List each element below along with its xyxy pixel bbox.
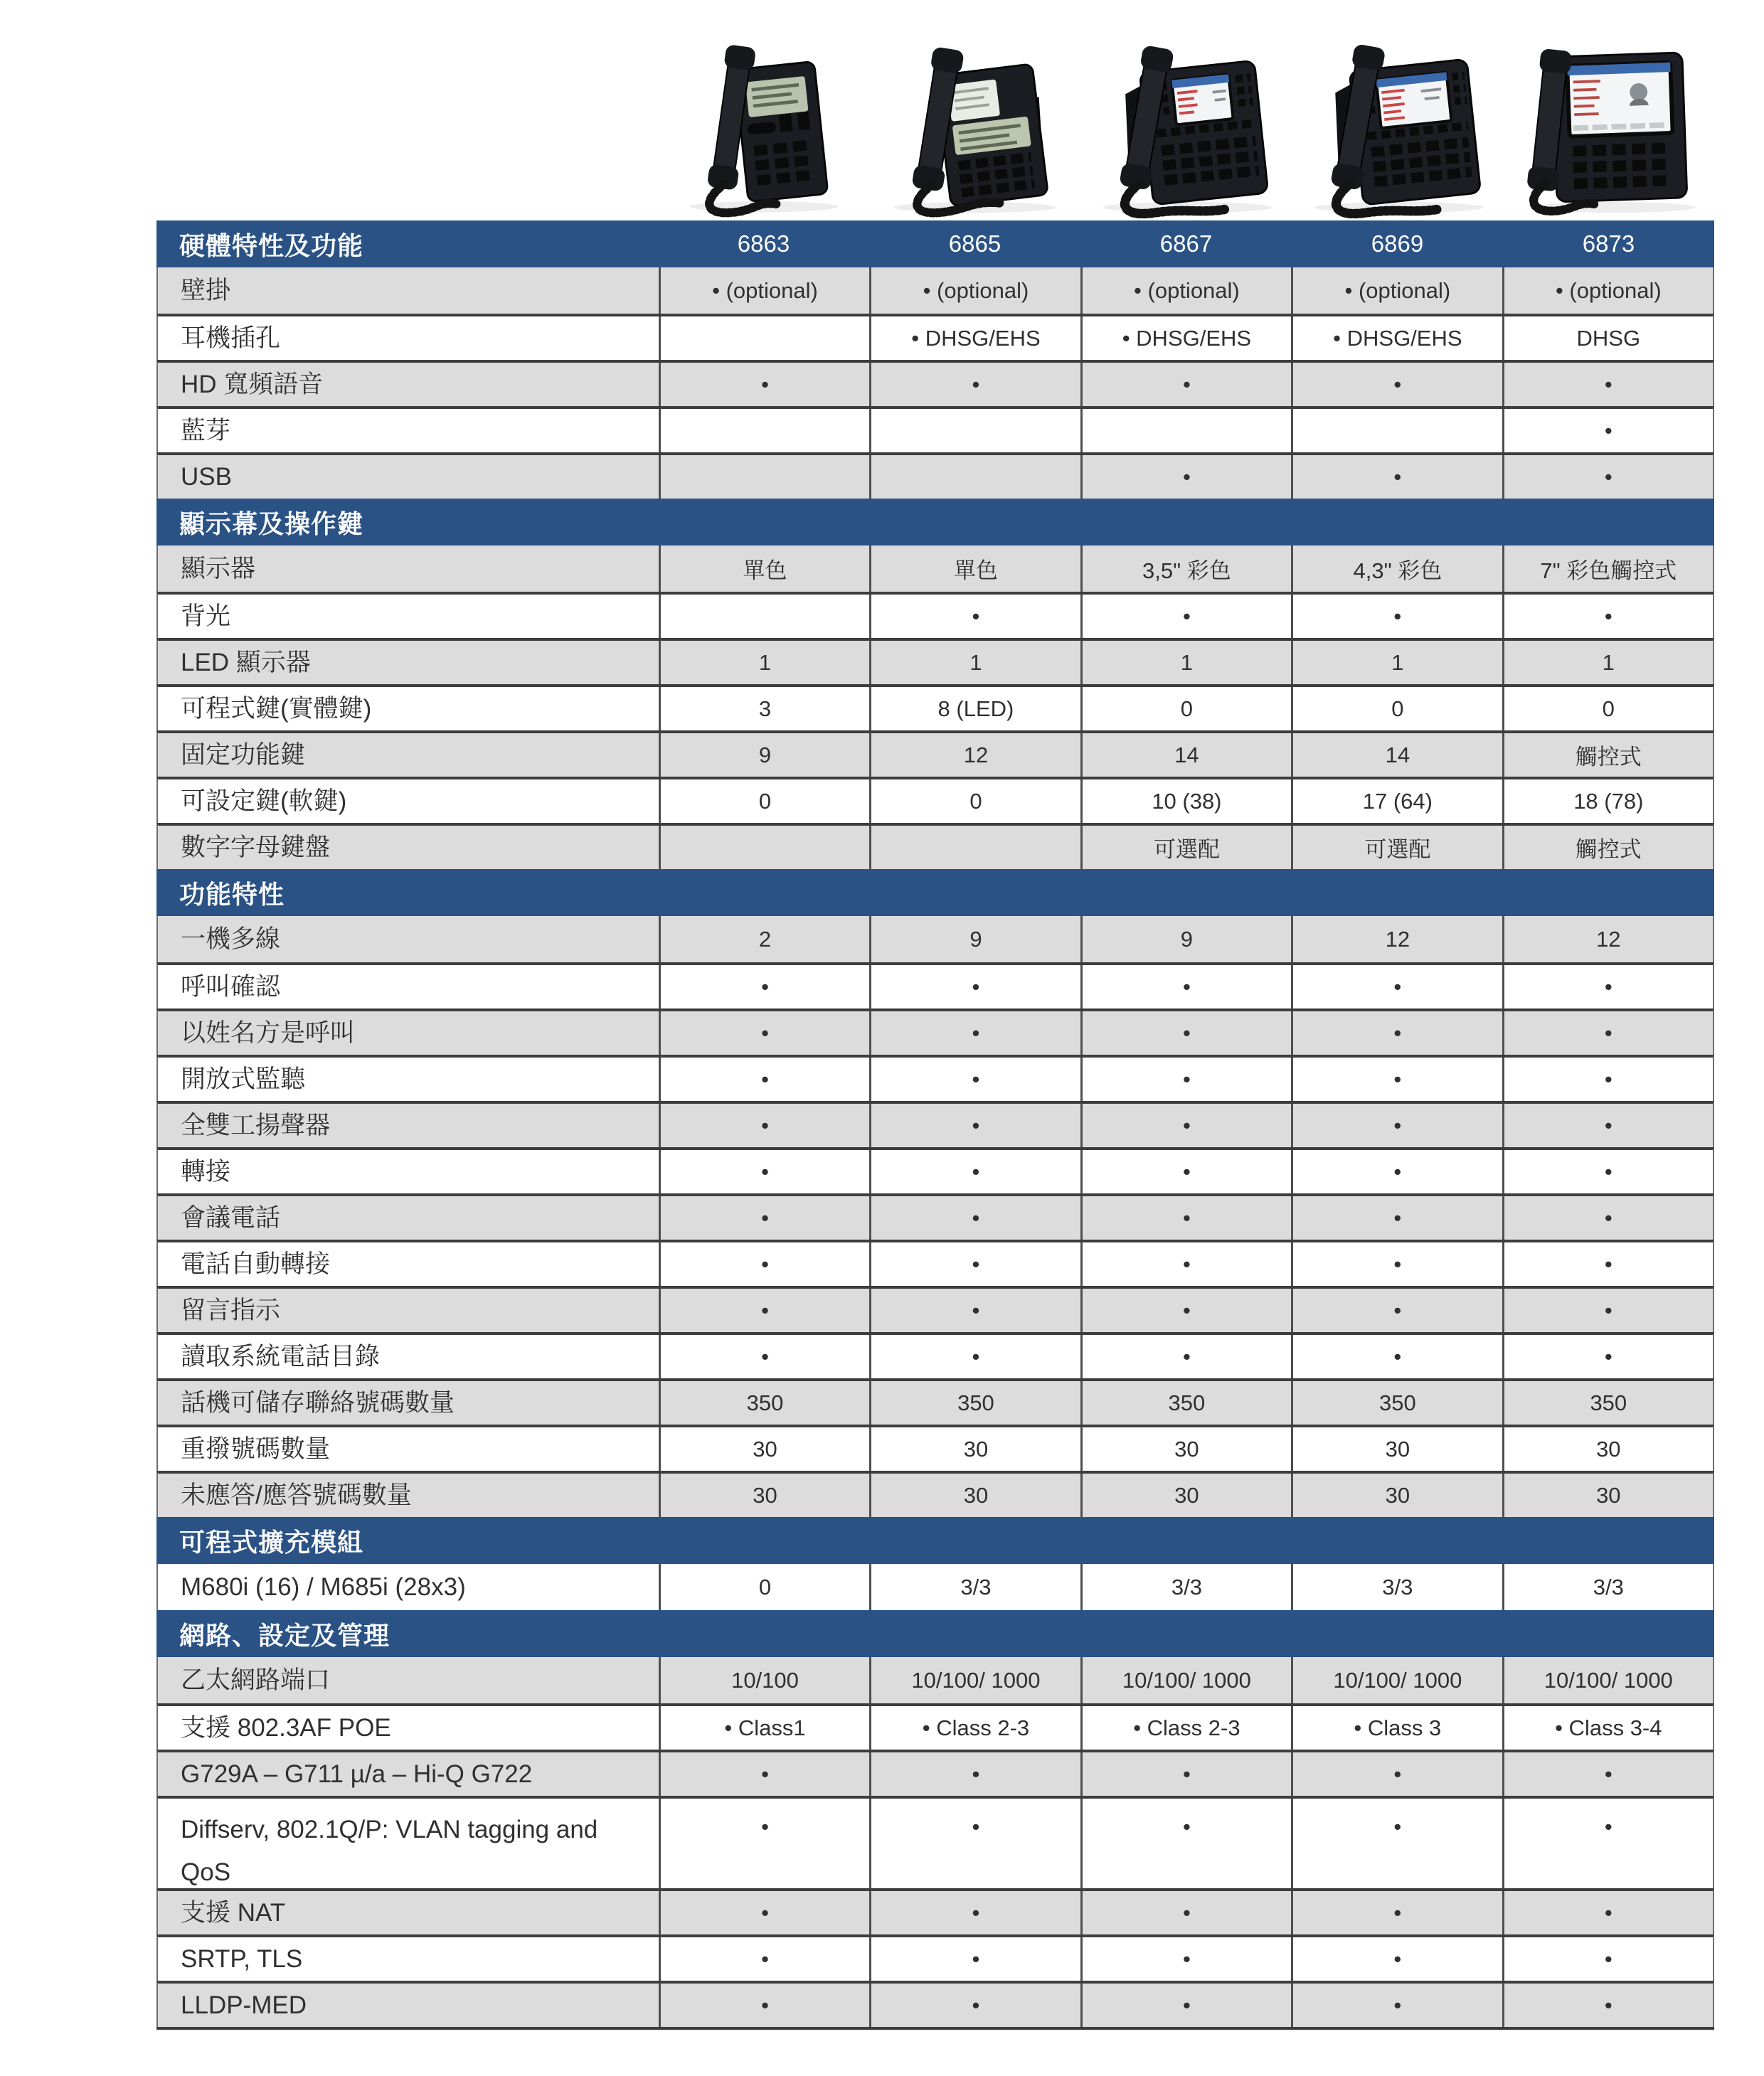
value-cell: •: [1291, 455, 1502, 499]
value-cell: •: [1080, 1242, 1291, 1286]
value-cell: •: [1291, 1937, 1502, 1981]
value-cell: •: [1291, 1984, 1502, 2027]
phone-image-6867: [1080, 4, 1292, 219]
phone-6863-icon: [662, 10, 866, 219]
value-cell: •: [1080, 1058, 1291, 1101]
value-cell: •: [1502, 1196, 1713, 1240]
value-cell: 12: [1502, 916, 1713, 962]
phone-images: [658, 4, 1714, 219]
value-cell: •: [869, 1984, 1080, 2027]
value-cell: 3/3: [869, 1564, 1080, 1610]
spec-row: [156, 267, 1714, 314]
value-cell: •: [1502, 1937, 1713, 1981]
value-cell: •: [869, 1891, 1080, 1934]
spec-row: [156, 1425, 1714, 1471]
row-label: 可設定鍵(軟鍵): [181, 787, 347, 815]
spec-row: [156, 1055, 1714, 1101]
spec-table: [156, 220, 1714, 2030]
value-cell: 0: [1080, 687, 1291, 730]
value-cell: [659, 409, 869, 452]
value-cell: •: [1502, 965, 1713, 1008]
value-cell: [659, 455, 869, 499]
value-cell: 30: [659, 1427, 869, 1471]
value-cell: •: [659, 1937, 869, 1981]
spec-row: [156, 1193, 1714, 1240]
value-cell: 350: [1502, 1381, 1713, 1425]
spec-row: [156, 1657, 1714, 1703]
value-cell: 可選配: [1080, 826, 1291, 869]
value-cell: 1: [659, 641, 869, 684]
value-cell: 30: [869, 1474, 1080, 1517]
spec-row: [156, 638, 1714, 684]
value-cell: 3: [659, 687, 869, 730]
value-cell: 7" 彩色觸控式: [1502, 545, 1713, 592]
value-cell: •: [1080, 1937, 1291, 1981]
value-cell: •: [659, 1058, 869, 1101]
value-cell: 觸控式: [1502, 826, 1713, 869]
spec-row: [156, 1332, 1714, 1378]
section-title: 網路、設定及管理: [179, 1620, 390, 1650]
value-cell: 單色: [659, 545, 869, 592]
spec-row: [156, 452, 1714, 499]
row-label: 藍芽: [181, 416, 231, 445]
value-cell: •: [869, 1799, 1080, 1888]
spec-row: [156, 1703, 1714, 1750]
value-cell: 10 (38): [1080, 779, 1291, 823]
value-cell: 3/3: [1080, 1564, 1291, 1610]
model-column-header: 6873: [1582, 230, 1635, 257]
value-cell: •: [659, 1335, 869, 1378]
value-cell: 350: [1291, 1381, 1502, 1425]
row-label: 開放式監聽: [181, 1065, 306, 1093]
value-cell: • (optional): [1080, 267, 1291, 314]
phone-image-6863: [658, 4, 869, 219]
row-label: 以姓名方是呼叫: [181, 1018, 356, 1047]
value-cell: [869, 826, 1080, 869]
spec-row: [156, 1286, 1714, 1332]
row-label: 呼叫確認: [181, 972, 281, 1001]
value-cell: 350: [1080, 1381, 1291, 1425]
value-cell: 1: [1502, 641, 1713, 684]
value-cell: •: [1502, 1891, 1713, 1934]
row-label: 乙太網路端口: [181, 1666, 331, 1694]
spec-row: [156, 360, 1714, 406]
value-cell: •: [1291, 1289, 1502, 1332]
value-cell: • (optional): [869, 267, 1080, 314]
value-cell: 3,5" 彩色: [1080, 545, 1291, 592]
value-cell: •: [659, 1289, 869, 1332]
model-column-header: 6869: [1371, 230, 1424, 257]
value-cell: •: [659, 1891, 869, 1934]
model-column-header: 6863: [737, 230, 790, 257]
value-cell: 14: [1080, 733, 1291, 777]
value-cell: •: [1502, 1242, 1713, 1286]
value-cell: •: [869, 1058, 1080, 1101]
value-cell: •: [1291, 595, 1502, 638]
spec-row: [156, 1008, 1714, 1055]
value-cell: 350: [659, 1381, 869, 1425]
value-cell: 30: [1080, 1474, 1291, 1517]
section-header: [156, 220, 1714, 267]
value-cell: 12: [869, 733, 1080, 777]
row-label: 讀取系統電話目錄: [181, 1342, 381, 1370]
value-cell: •: [1502, 1104, 1713, 1147]
value-cell: 30: [1502, 1474, 1713, 1517]
row-label: 全雙工揚聲器: [181, 1111, 331, 1139]
value-cell: [869, 409, 1080, 452]
spec-row: [156, 1981, 1714, 2027]
spec-row: [156, 406, 1714, 452]
phone-6865-icon: [873, 10, 1077, 219]
value-cell: • DHSG/EHS: [1080, 316, 1291, 360]
value-cell: •: [1080, 1011, 1291, 1055]
value-cell: •: [1502, 1799, 1713, 1888]
value-cell: •: [869, 1752, 1080, 1796]
model-column-header: 6867: [1159, 230, 1213, 257]
spec-row: [156, 1101, 1714, 1147]
row-label: 留言指示: [181, 1296, 281, 1324]
value-cell: •: [659, 965, 869, 1008]
value-cell: •: [659, 1104, 869, 1147]
value-cell: [659, 595, 869, 638]
value-cell: •: [1080, 595, 1291, 638]
value-cell: •: [1080, 1196, 1291, 1240]
value-cell: • DHSG/EHS: [869, 316, 1080, 360]
value-cell: [1291, 409, 1502, 452]
value-cell: 30: [869, 1427, 1080, 1471]
row-label: 支援 802.3AF POE: [181, 1713, 391, 1742]
phone-image-6869: [1292, 4, 1503, 219]
section-title: 可程式擴充模組: [179, 1527, 364, 1557]
row-label: G729A – G711 µ/a – Hi-Q G722: [181, 1760, 533, 1788]
value-cell: [659, 316, 869, 360]
value-cell: • Class 3: [1291, 1706, 1502, 1750]
spec-row: [156, 684, 1714, 730]
value-cell: •: [1291, 1058, 1502, 1101]
row-label: M680i (16) / M685i (28x3): [181, 1572, 466, 1601]
value-cell: 18 (78): [1502, 779, 1713, 823]
value-cell: •: [1502, 1058, 1713, 1101]
phone-image-6873: [1503, 4, 1714, 219]
value-cell: •: [869, 1335, 1080, 1378]
value-cell: •: [869, 1104, 1080, 1147]
spec-row: [156, 1240, 1714, 1286]
value-cell: •: [1502, 455, 1713, 499]
value-cell: 10/100/ 1000: [869, 1657, 1080, 1703]
value-cell: 30: [1291, 1427, 1502, 1471]
row-label: 重撥號碼數量: [181, 1434, 331, 1463]
value-cell: •: [1080, 1150, 1291, 1193]
value-cell: • Class 3-4: [1502, 1706, 1713, 1750]
value-cell: •: [1080, 965, 1291, 1008]
value-cell: 30: [659, 1474, 869, 1517]
value-cell: [869, 455, 1080, 499]
value-cell: 0: [1502, 687, 1713, 730]
value-cell: •: [1502, 1984, 1713, 2027]
value-cell: •: [659, 1799, 869, 1888]
value-cell: •: [1502, 1150, 1713, 1193]
spec-row: [156, 730, 1714, 777]
phone-6873-icon: [1507, 10, 1711, 219]
value-cell: •: [1291, 1196, 1502, 1240]
value-cell: •: [1502, 363, 1713, 406]
spec-row: [156, 314, 1714, 360]
section-title: 功能特性: [179, 879, 285, 909]
row-label: 背光: [181, 602, 231, 630]
value-cell: • (optional): [1291, 267, 1502, 314]
value-cell: •: [869, 965, 1080, 1008]
row-label: 固定功能鍵: [181, 740, 306, 769]
spec-row: [156, 916, 1714, 962]
value-cell: •: [659, 363, 869, 406]
value-cell: •: [1502, 595, 1713, 638]
value-cell: 1: [1080, 641, 1291, 684]
spec-row: [156, 777, 1714, 823]
value-cell: •: [1291, 1335, 1502, 1378]
row-label: 可程式鍵(實體鍵): [181, 694, 372, 723]
value-cell: 1: [869, 641, 1080, 684]
value-cell: •: [869, 363, 1080, 406]
value-cell: • DHSG/EHS: [1291, 316, 1502, 360]
value-cell: •: [1502, 1011, 1713, 1055]
value-cell: •: [1080, 363, 1291, 406]
value-cell: •: [1291, 1242, 1502, 1286]
value-cell: • (optional): [659, 267, 869, 314]
value-cell: •: [1291, 1104, 1502, 1147]
spec-row: [156, 1564, 1714, 1610]
value-cell: •: [869, 595, 1080, 638]
value-cell: [659, 826, 869, 869]
value-cell: •: [1080, 1891, 1291, 1934]
value-cell: •: [659, 1984, 869, 2027]
value-cell: 12: [1291, 916, 1502, 962]
value-cell: 10/100/ 1000: [1502, 1657, 1713, 1703]
value-cell: •: [869, 1937, 1080, 1981]
value-cell: •: [1291, 363, 1502, 406]
value-cell: •: [1291, 1799, 1502, 1888]
row-label: Diffserv, 802.1Q/P: VLAN tagging and QoS: [181, 1816, 598, 1886]
value-cell: 3/3: [1291, 1564, 1502, 1610]
value-cell: •: [1502, 1335, 1713, 1378]
spec-row: [156, 1378, 1714, 1425]
spec-row: [156, 1147, 1714, 1193]
value-cell: •: [659, 1196, 869, 1240]
value-cell: •: [1080, 1104, 1291, 1147]
row-label: USB: [181, 462, 232, 491]
value-cell: 30: [1291, 1474, 1502, 1517]
section-title: 硬體特性及功能: [179, 230, 364, 260]
value-cell: 2: [659, 916, 869, 962]
value-cell: 可選配: [1291, 826, 1502, 869]
value-cell: 30: [1080, 1427, 1291, 1471]
row-label: 未應答/應答號碼數量: [181, 1481, 412, 1509]
value-cell: 1: [1291, 641, 1502, 684]
row-label: 數字字母鍵盤: [181, 833, 331, 861]
value-cell: •: [1080, 1335, 1291, 1378]
value-cell: [1080, 409, 1291, 452]
value-cell: 10/100/ 1000: [1291, 1657, 1502, 1703]
spec-row: [156, 1796, 1714, 1888]
value-cell: 30: [1502, 1427, 1713, 1471]
value-cell: •: [659, 1242, 869, 1286]
spec-row: [156, 592, 1714, 638]
value-cell: •: [1080, 1289, 1291, 1332]
row-label: LLDP-MED: [181, 1991, 307, 2019]
value-cell: •: [869, 1150, 1080, 1193]
value-cell: •: [1080, 1984, 1291, 2027]
value-cell: DHSG: [1502, 316, 1713, 360]
row-label: SRTP, TLS: [181, 1944, 303, 1973]
spec-row: [156, 1471, 1714, 1517]
value-cell: •: [1502, 1752, 1713, 1796]
value-cell: 9: [1080, 916, 1291, 962]
spec-row: [156, 1750, 1714, 1796]
value-cell: 10/100/ 1000: [1080, 1657, 1291, 1703]
value-cell: 4,3" 彩色: [1291, 545, 1502, 592]
value-cell: 9: [869, 916, 1080, 962]
value-cell: •: [1502, 409, 1713, 452]
value-cell: • (optional): [1502, 267, 1713, 314]
value-cell: 0: [1291, 687, 1502, 730]
value-cell: 3/3: [1502, 1564, 1713, 1610]
value-cell: 9: [659, 733, 869, 777]
value-cell: •: [1291, 965, 1502, 1008]
value-cell: 17 (64): [1291, 779, 1502, 823]
value-cell: •: [869, 1196, 1080, 1240]
row-label: 一機多線: [181, 925, 281, 953]
value-cell: 0: [659, 1564, 869, 1610]
value-cell: •: [1080, 1752, 1291, 1796]
value-cell: 8 (LED): [869, 687, 1080, 730]
section-header: [156, 1517, 1714, 1564]
value-cell: • Class1: [659, 1706, 869, 1750]
value-cell: •: [869, 1289, 1080, 1332]
value-cell: 觸控式: [1502, 733, 1713, 777]
row-label: 會議電話: [181, 1203, 281, 1232]
value-cell: •: [659, 1011, 869, 1055]
value-cell: •: [659, 1150, 869, 1193]
phone-6869-icon: [1296, 10, 1499, 219]
row-label: 顯示器: [181, 554, 256, 582]
value-cell: 0: [659, 779, 869, 823]
section-header: [156, 1610, 1714, 1657]
value-cell: •: [869, 1011, 1080, 1055]
value-cell: •: [1080, 1799, 1291, 1888]
model-column-header: 6865: [948, 230, 1001, 257]
value-cell: •: [1291, 1150, 1502, 1193]
row-label: 轉接: [181, 1157, 231, 1186]
spec-row: [156, 1934, 1714, 1981]
row-label: LED 顯示器: [181, 648, 311, 676]
value-cell: •: [1291, 1011, 1502, 1055]
section-title: 顯示幕及操作鍵: [179, 509, 364, 538]
spec-row: [156, 823, 1714, 869]
value-cell: •: [1080, 455, 1291, 499]
phone-image-6865: [869, 4, 1080, 219]
value-cell: 0: [869, 779, 1080, 823]
phone-6867-icon: [1085, 10, 1288, 219]
spec-row: [156, 1888, 1714, 1934]
value-cell: •: [1291, 1891, 1502, 1934]
row-label: 耳機插孔: [181, 324, 281, 352]
value-cell: •: [869, 1242, 1080, 1286]
value-cell: • Class 2-3: [869, 1706, 1080, 1750]
row-label: 電話自動轉接: [181, 1250, 331, 1278]
row-label: HD 寬頻語音: [181, 370, 324, 398]
row-label: 壁掛: [181, 276, 231, 304]
value-cell: 單色: [869, 545, 1080, 592]
spec-row: [156, 962, 1714, 1008]
row-label: 支援 NAT: [181, 1898, 286, 1927]
value-cell: •: [659, 1752, 869, 1796]
value-cell: •: [1291, 1752, 1502, 1796]
value-cell: 350: [869, 1381, 1080, 1425]
value-cell: • Class 2-3: [1080, 1706, 1291, 1750]
value-cell: 14: [1291, 733, 1502, 777]
section-header: [156, 499, 1714, 545]
spec-row: [156, 545, 1714, 592]
row-label: 話機可儲存聯絡號碼數量: [181, 1388, 455, 1417]
section-header: [156, 869, 1714, 916]
value-cell: •: [1502, 1289, 1713, 1332]
value-cell: 10/100: [659, 1657, 869, 1703]
